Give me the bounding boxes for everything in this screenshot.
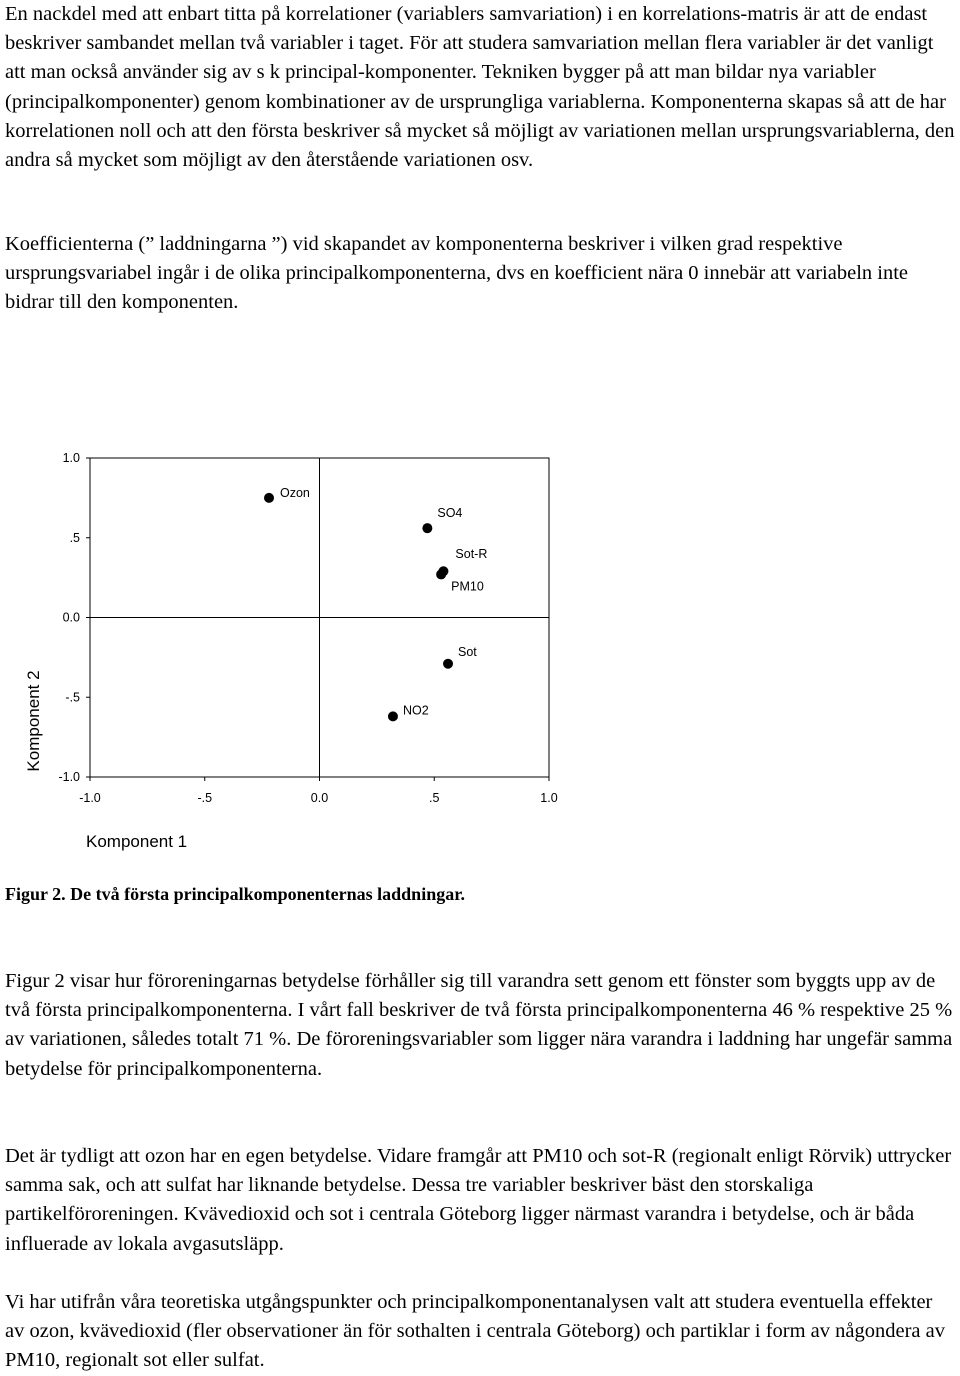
data-point-label: SO4 — [437, 506, 463, 521]
paragraph-figure-description: Figur 2 visar hur föroreningarnas betydelse förhåller sig till varandra sett genom ett fönster som byggts upp av de två första principalkomponenterna. I vårt fall beskriver de två första principalkomponenterna 46 % respektive 25 % av variationen, således totalt 71 %. De föroreningsvariabler som ligger nära varandra i laddning har ungefär samma betydelse för principalkomponenterna. — [5, 970, 953, 1080]
y-tick-label: -.5 — [65, 690, 80, 705]
paragraph-intro: En nackdel med att enbart titta på korrelationer (variablers samvariation) i en korrelations-matris är att de endast beskriver sambandet mellan två variabler i taget. För att studera samvariation mellan flera variabler är det vanligt att man också använder sig av s k principal-komponenter. Tekniken bygger på att man bildar nya variabler (principalkomponenter) genom kombinationer av de ursprungliga variablerna. Komponenterna skapas så att de har korrelationen noll och att den första beskriver så mycket så möjligt av variationen mellan ursprungsvariablerna, den andra så mycket som möjligt av den återstående variationen osv. — [5, 3, 955, 172]
x-tick-label: 0.0 — [310, 791, 329, 805]
plot-frame — [90, 458, 549, 777]
data-point-label: PM10 — [451, 579, 484, 594]
loadings-scatter-chart — [0, 440, 600, 860]
y-tick-label: .5 — [69, 530, 80, 545]
x-tick-label: .5 — [429, 791, 440, 805]
data-points — [264, 486, 487, 722]
data-point — [264, 493, 274, 503]
y-axis-ticks — [58, 451, 90, 784]
paragraph-interpretation: Det är tydligt att ozon har en egen betydelse. Vidare framgår att PM10 och sot-R (regionalt enligt Rörvik) uttrycker samma sak, och att sulfat har liknande betydelse. Dessa tre variabler beskriver bäst den storskaliga partikelföroreningen. Kvävedioxid och sot i centrala Göteborg ligger närmast varandra i betydelse, och är båda influerade av lokala avgasutsläpp. — [5, 1145, 952, 1255]
data-point-label: NO2 — [402, 703, 429, 718]
y-tick-label: 1.0 — [62, 451, 80, 465]
data-point — [436, 569, 446, 579]
x-tick-label: 1.0 — [540, 791, 558, 805]
paragraph-coefficients: Koefficienterna (” laddningarna ”) vid skapandet av komponenterna beskriver i vilken grad respektive ursprungsvariabel ingår i de olika principalkomponenterna, dvs en koefficient nära 0 innebär att variabeln inte bidrar till den komponenten. — [5, 233, 909, 314]
figure-caption: Figur 2. De två första principalkomponenternas laddningar. — [5, 884, 466, 904]
paragraph-conclusion: Vi har utifrån våra teoretiska utgångspunkter och principalkomponentanalysen valt att studera eventuella effekter av ozon, kvävedioxid (fler observationer än för sothalten i centrala Göteborg) och partiklar i form av någondera av PM10, regionalt sot eller sulfat. — [5, 1291, 945, 1372]
x-tick-label: -1.0 — [79, 791, 101, 805]
x-axis-label: Komponent 1 — [86, 832, 188, 851]
x-axis-ticks — [79, 777, 558, 805]
data-point — [443, 659, 453, 669]
y-tick-label: 0.0 — [62, 610, 80, 625]
data-point-label: Ozon — [280, 485, 310, 500]
data-point-label: Sot — [458, 644, 477, 659]
data-point — [422, 523, 432, 533]
data-point-label: Sot-R — [455, 547, 488, 562]
x-tick-label: -.5 — [197, 791, 213, 805]
y-axis-label: Komponent 2 — [24, 670, 43, 772]
y-tick-label: -1.0 — [58, 770, 80, 784]
data-point — [388, 711, 398, 721]
